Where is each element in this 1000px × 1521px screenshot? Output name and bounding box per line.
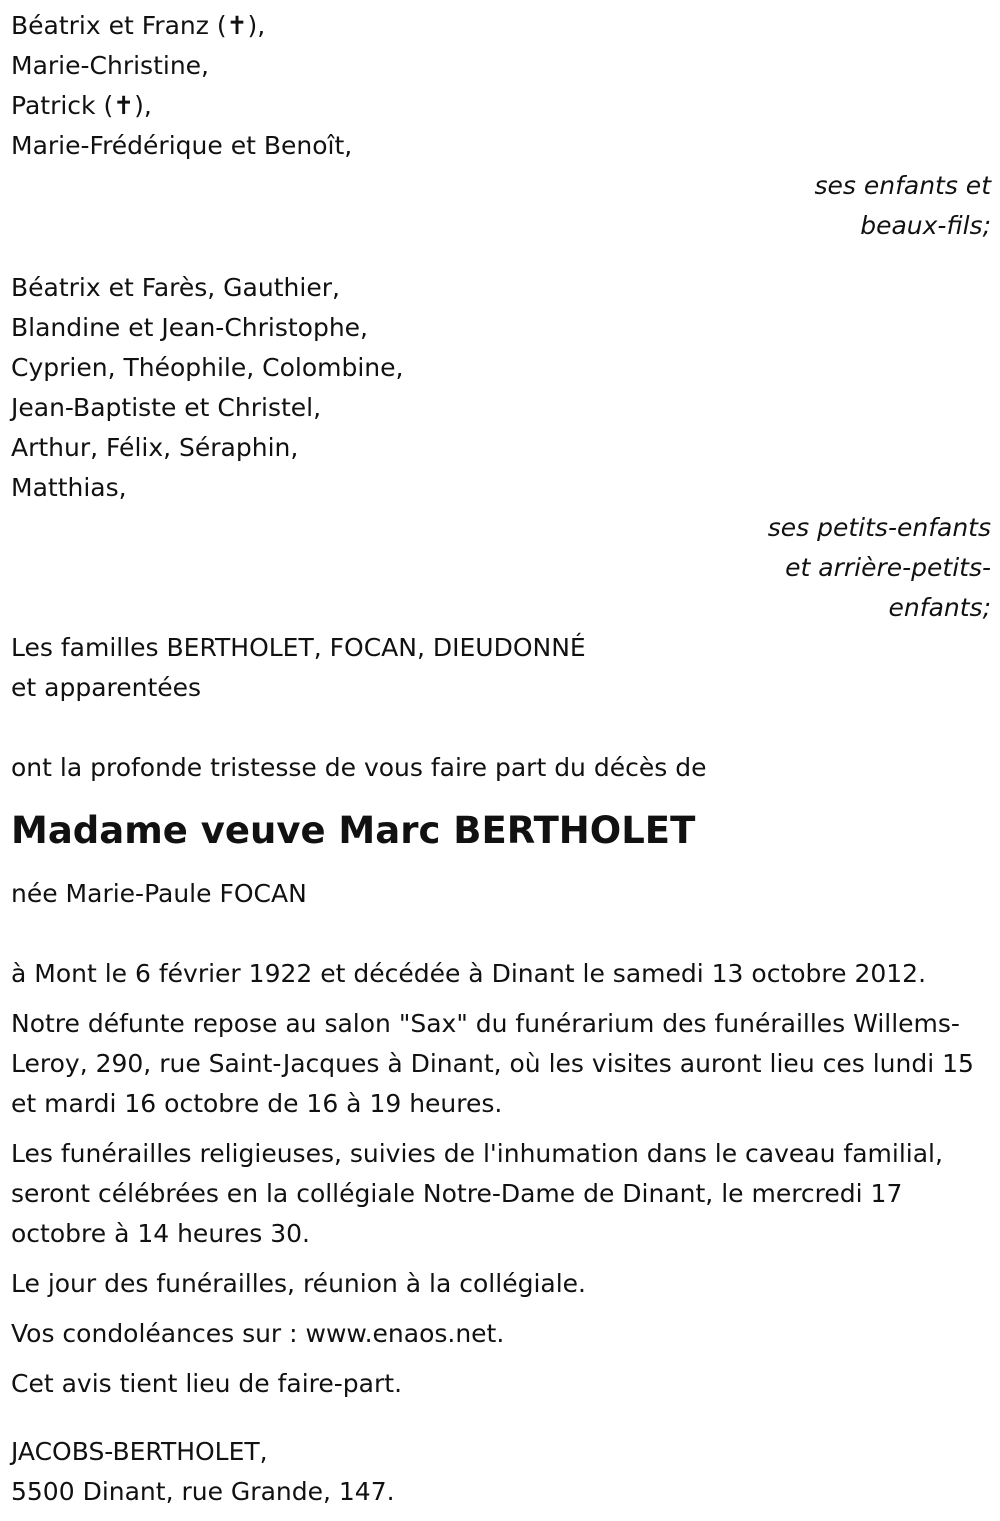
list-item: Cyprien, Théophile, Colombine,: [11, 353, 404, 382]
spacer: [11, 246, 991, 268]
role-line: ses enfants et: [814, 171, 991, 200]
paragraph-viewing: Notre défunte repose au salon "Sax" du funérarium des funérailles Willems-Leroy, 290, rue Saint-Jacques à Dinant, où les visites auront lieu ces lundi 15 et mardi 16 octobre de 16 à 19 heures.: [11, 1009, 974, 1118]
obituary-notice: [11, 6, 991, 1512]
paragraph-notice: Cet avis tient lieu de faire-part.: [11, 1369, 403, 1398]
maiden-name: née Marie-Paule FOCAN: [11, 879, 307, 908]
paragraph-meeting: Le jour des funérailles, réunion à la collégiale.: [11, 1269, 586, 1298]
list-item: Blandine et Jean-Christophe,: [11, 313, 369, 342]
announcement-text: ont la profonde tristesse de vous faire part du décès de: [11, 753, 707, 782]
list-item: Marie-Frédérique et Benoît,: [11, 131, 353, 160]
list-item: Béatrix et Farès, Gauthier,: [11, 273, 340, 302]
families-block: [11, 628, 991, 708]
children-list: [11, 6, 991, 166]
spacer: [11, 1414, 991, 1432]
spacer: [11, 708, 991, 748]
paragraph-condolences: Vos condoléances sur : www.enaos.net.: [11, 1319, 505, 1348]
list-item: Béatrix et Franz (✝),: [11, 11, 266, 40]
list-item: Marie-Christine,: [11, 51, 209, 80]
children-role: [11, 166, 991, 246]
birth-death-dates: à Mont le 6 février 1922 et décédée à Dinant le samedi 13 octobre 2012.: [11, 959, 927, 988]
spacer: [11, 914, 991, 954]
families-line: Les familles BERTHOLET, FOCAN, DIEUDONNÉ: [11, 633, 586, 662]
role-line: enfants;: [888, 593, 991, 622]
address-line: 5500 Dinant, rue Grande, 147.: [11, 1477, 395, 1506]
deceased-name: Madame veuve Marc BERTHOLET: [11, 809, 696, 852]
role-line: et arrière-petits-: [785, 553, 991, 582]
grandchildren-list: [11, 268, 991, 508]
grandchildren-role: [11, 508, 991, 628]
paragraph-funeral: Les funérailles religieuses, suivies de l'inhumation dans le caveau familial, seront célébrées en la collégiale Notre-Dame de Dinant, le mercredi 17 octobre à 14 heures 30.: [11, 1139, 943, 1248]
list-item: Arthur, Félix, Séraphin,: [11, 433, 299, 462]
list-item: Jean-Baptiste et Christel,: [11, 393, 322, 422]
address-line: JACOBS-BERTHOLET,: [11, 1437, 268, 1466]
list-item: Patrick (✝),: [11, 91, 152, 120]
role-line: ses petits-enfants: [767, 513, 991, 542]
list-item: Matthias,: [11, 473, 127, 502]
address-block: [11, 1432, 991, 1512]
families-line: et apparentées: [11, 673, 202, 702]
role-line: beaux-fils;: [860, 211, 991, 240]
